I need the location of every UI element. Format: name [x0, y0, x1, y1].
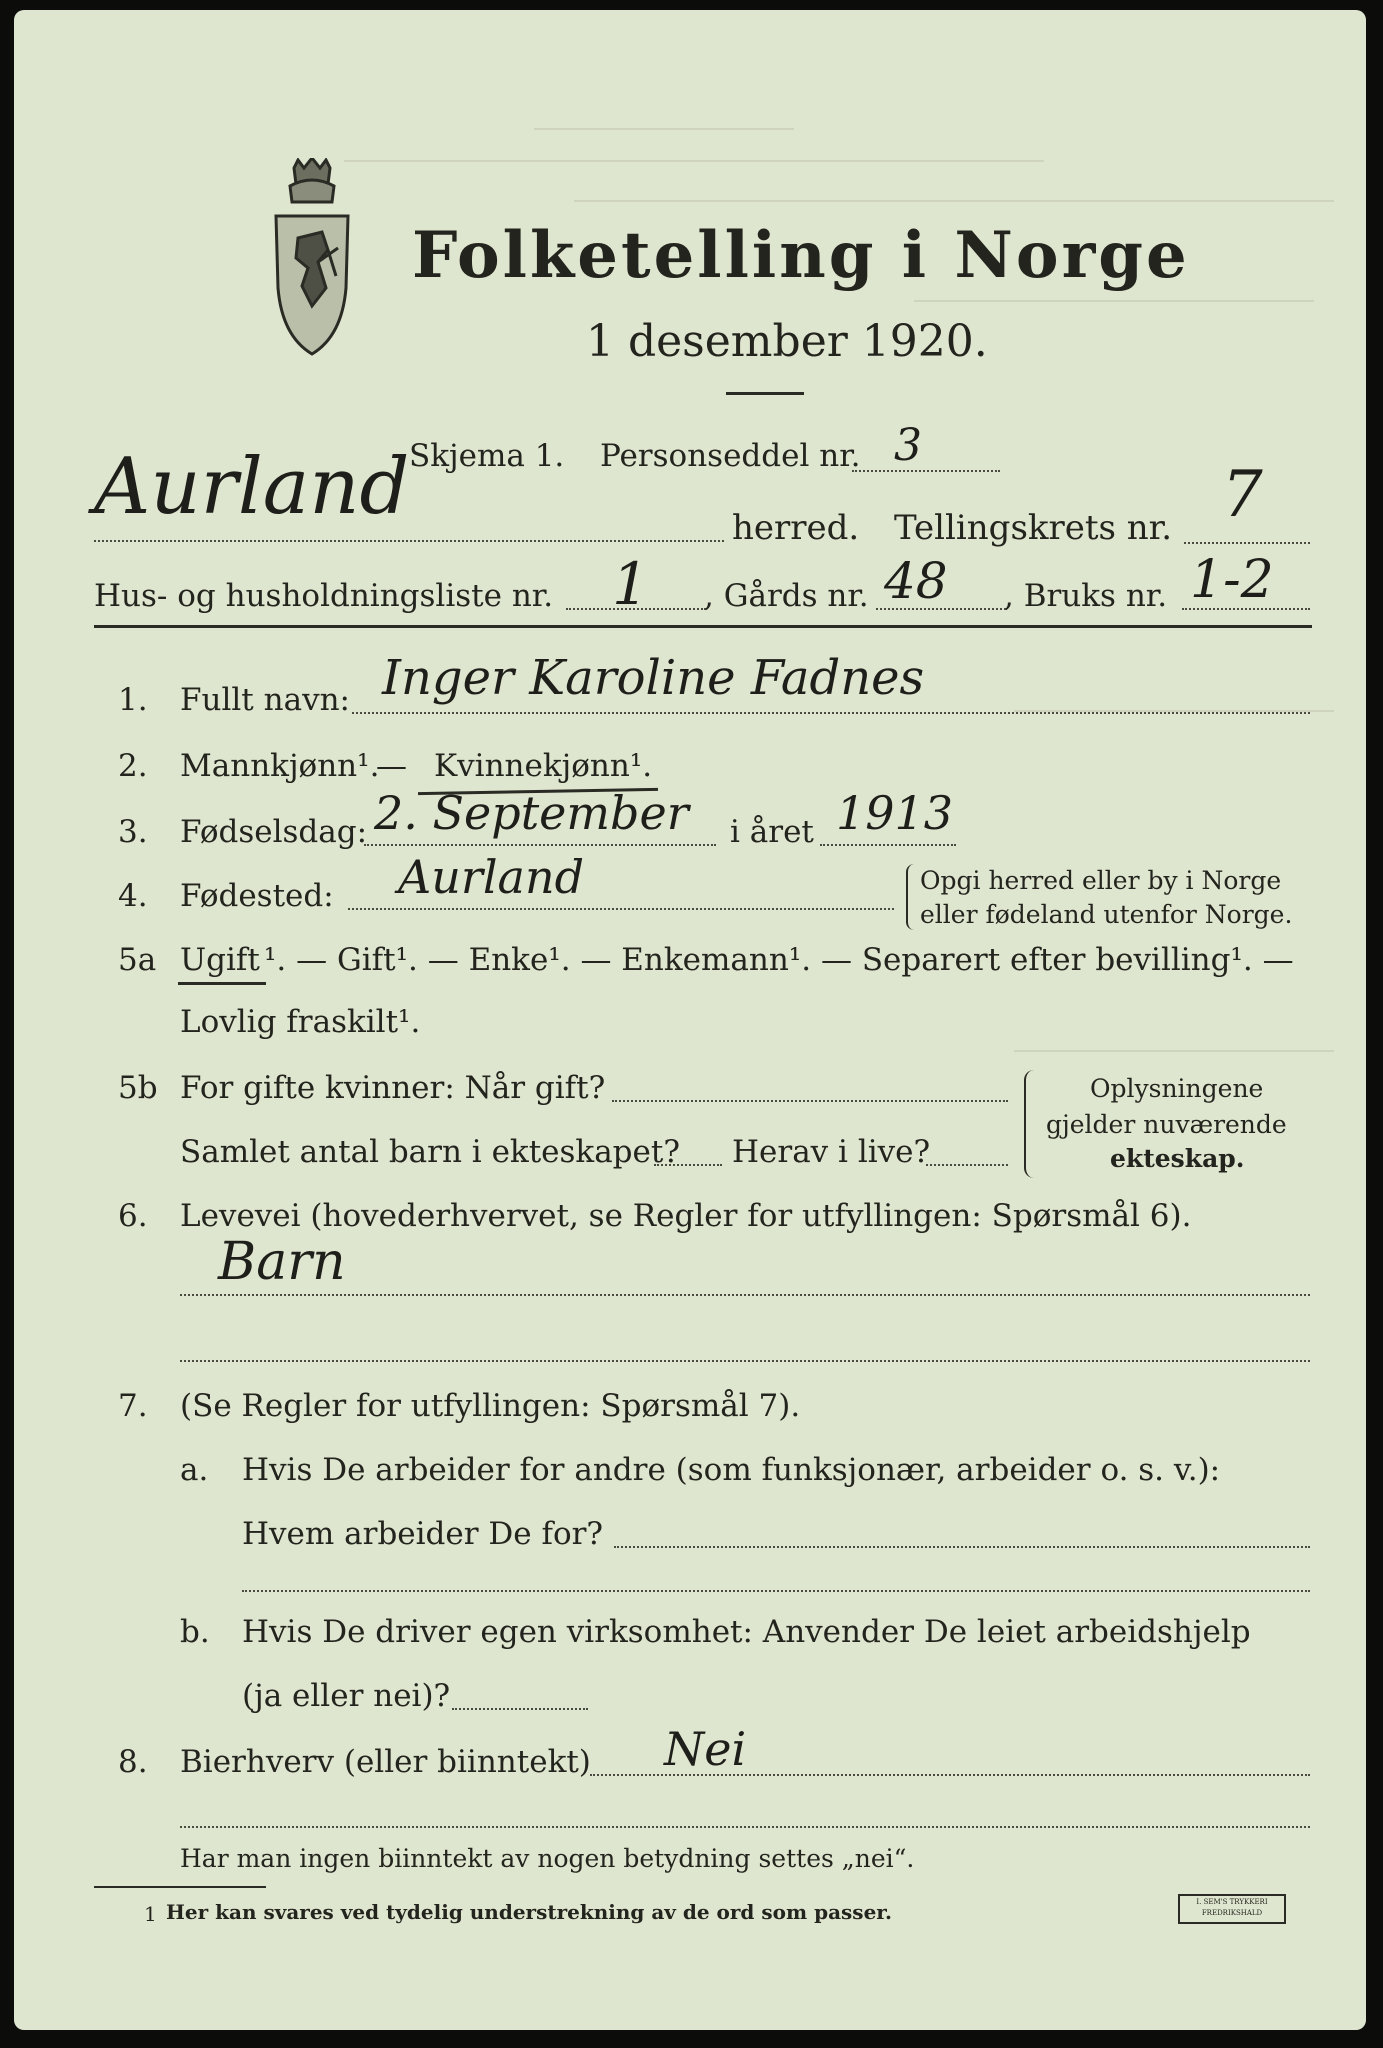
q8-number: 8.: [118, 1744, 148, 1780]
q7a-line1: Hvis De arbeider for andre (som funksjonær, arbeider o. s. v.):: [242, 1452, 1221, 1488]
printer-stamp-line2: FREDRIKSHALD: [1201, 1909, 1263, 1917]
q7-number: 7.: [118, 1388, 148, 1424]
footnote-mark: 1: [144, 1902, 157, 1926]
q6-label: Levevei (hovederhvervet, se Regler for utfyllingen: Spørsmål 6).: [180, 1198, 1192, 1234]
alive-line: [926, 1164, 1008, 1166]
footnote-rule: [94, 1886, 266, 1888]
employer-line-1: [614, 1546, 1310, 1548]
footnote-text: Her kan svares ved tydelig understrekning av de ord som passer.: [166, 1900, 892, 1924]
marriage-note-2: gjelder nuværende: [1046, 1110, 1287, 1139]
show-through-line: [534, 128, 794, 130]
gards-label: , Gårds nr.: [704, 578, 869, 614]
census-date: 1 desember 1920.: [586, 316, 988, 367]
q8-label: Bierhverv (eller biinntekt): [180, 1744, 591, 1780]
q4-number: 4.: [118, 878, 148, 914]
q7b-line1: Hvis De driver egen virksomhet: Anvender De leiet arbeidshjelp: [242, 1614, 1251, 1650]
form-title: Folketelling i Norge: [412, 218, 1190, 293]
ugift-underline-mark: [178, 982, 266, 985]
q2-separator: —: [376, 748, 407, 784]
occupation-line-2: [180, 1360, 1310, 1362]
birthplace-brace: [906, 864, 918, 930]
full-name-value[interactable]: Inger Karoline Fadnes: [382, 650, 925, 706]
birthday-value[interactable]: 2. September: [374, 786, 689, 840]
skjema-label: Skjema 1.: [409, 438, 565, 474]
personseddel-line: [852, 470, 1000, 472]
occupation-value[interactable]: Barn: [218, 1232, 346, 1292]
bruks-label: , Bruks nr.: [1004, 578, 1168, 614]
show-through-line: [344, 160, 1044, 162]
q1-label: Fullt navn:: [180, 682, 350, 718]
female-option[interactable]: Kvinnekjønn¹.: [434, 748, 653, 784]
year-label: i året: [730, 814, 814, 850]
q7b-line2: (ja eller nei)?: [242, 1678, 451, 1714]
side-income-line-2: [180, 1826, 1310, 1828]
when-married-line: [612, 1100, 1008, 1102]
coat-of-arms-icon: [264, 158, 360, 358]
show-through-line: [1014, 1050, 1334, 1052]
alive-label: Herav i live?: [732, 1134, 931, 1170]
q2-number: 2.: [118, 748, 148, 784]
q3-label: Fødselsdag:: [180, 814, 368, 850]
hired-help-line: [452, 1708, 588, 1710]
marriage-note-1: Oplysningene: [1090, 1074, 1264, 1103]
fraskilt-option[interactable]: Lovlig fraskilt¹.: [180, 1004, 421, 1040]
male-option[interactable]: Mannkjønn¹.: [180, 748, 380, 784]
marriage-brace: [1024, 1070, 1036, 1178]
q7-label: (Se Regler for utfyllingen: Spørsmål 7).: [180, 1388, 801, 1424]
tellingskrets-value[interactable]: 7: [1222, 458, 1263, 532]
when-married-label: For gifte kvinner: Når gift?: [180, 1070, 606, 1106]
census-form: [14, 10, 1366, 2030]
employer-line-2: [242, 1590, 1310, 1592]
side-income-note: Har man ingen biinntekt av nogen betydning settes „nei“.: [180, 1844, 915, 1873]
herred-label: herred.: [732, 508, 860, 548]
birthplace-note-2: eller fødeland utenfor Norge.: [920, 900, 1293, 929]
q7a-letter: a.: [180, 1452, 209, 1488]
q3-number: 3.: [118, 814, 148, 850]
hus-value[interactable]: 1: [612, 550, 649, 618]
gards-value[interactable]: 48: [884, 552, 948, 610]
title-divider: [726, 392, 804, 395]
birthday-line: [364, 844, 716, 846]
tellingskrets-line: [1184, 542, 1310, 544]
marriage-note-3: ekteskap.: [1110, 1144, 1245, 1173]
q1-line: [352, 712, 1310, 714]
personseddel-label: Personseddel nr.: [600, 438, 861, 474]
birthplace-note-1: Opgi herred eller by i Norge: [920, 866, 1282, 895]
show-through-line: [574, 200, 1334, 202]
birth-year-value[interactable]: 1913: [836, 786, 954, 840]
birthplace-value[interactable]: Aurland: [398, 850, 585, 904]
show-through-line: [914, 300, 1314, 302]
bruks-value[interactable]: 1-2: [1190, 550, 1274, 610]
q7a-line2: Hvem arbeider De for?: [242, 1516, 604, 1552]
hus-label: Hus- og husholdningsliste nr.: [94, 578, 554, 614]
children-label: Samlet antal barn i ekteskapet?: [180, 1134, 680, 1170]
year-line: [820, 844, 956, 846]
marital-options: ¹. — Gift¹. — Enke¹. — Enkemann¹. — Separert efter bevilling¹. —: [264, 942, 1294, 978]
q7b-letter: b.: [180, 1614, 210, 1650]
tellingskrets-label: Tellingskrets nr.: [894, 508, 1173, 548]
herred-line: [94, 540, 724, 542]
children-line: [654, 1164, 722, 1166]
herred-value[interactable]: Aurland: [94, 442, 410, 532]
q5b-number: 5b: [118, 1070, 158, 1106]
printer-stamp-line1: I. SEM'S TRYKKERI: [1196, 1898, 1268, 1906]
header-divider: [94, 625, 1312, 628]
q6-number: 6.: [118, 1198, 148, 1234]
birthplace-line: [348, 908, 894, 910]
q4-label: Fødested:: [180, 878, 334, 914]
side-income-value[interactable]: Nei: [664, 1722, 747, 1776]
occupation-line-1: [180, 1294, 1310, 1296]
q1-number: 1.: [118, 682, 148, 718]
q5a-number: 5a: [118, 942, 157, 978]
printer-stamp: [1178, 1894, 1286, 1924]
ugift-option[interactable]: Ugift: [180, 942, 260, 978]
personseddel-value[interactable]: 3: [894, 420, 922, 471]
